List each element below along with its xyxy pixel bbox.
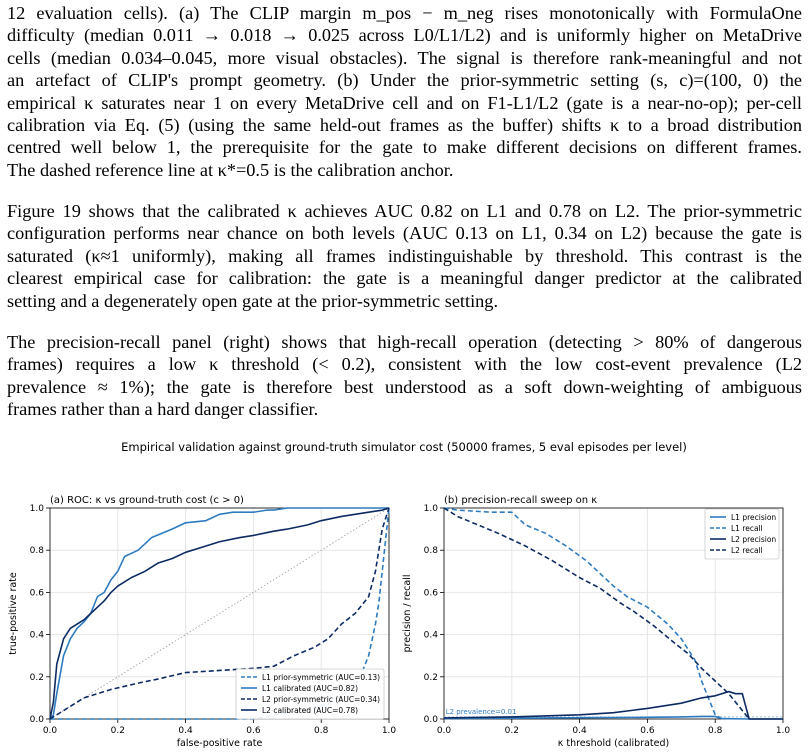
paragraph-1 bbox=[7, 2, 802, 181]
x-tick-label: 0.0 bbox=[436, 726, 452, 736]
figure-title: Empirical validation against ground-truth simulator cost (50000 frames, 5 eval episodes per level) bbox=[121, 440, 687, 454]
y-tick-label: 0.0 bbox=[423, 715, 438, 725]
text-line: saturated (κ≈1 uniformly), making all frames indistinguishable by threshold. This contrast is the bbox=[7, 245, 802, 266]
paragraph-2 bbox=[7, 200, 802, 312]
x-tick-label: 0.2 bbox=[504, 726, 519, 736]
text-line: centred well below 1, the prerequisite for the gate to make different decisions on different frames. bbox=[7, 137, 802, 158]
y-axis-label: precision / recall bbox=[402, 574, 413, 653]
x-tick-label: 0.0 bbox=[42, 726, 58, 736]
y-tick-label: 0.2 bbox=[29, 672, 44, 683]
text-line: 12 evaluation cells). (a) The CLIP margin m_pos − m_neg rises monotonically with FormulaOne bbox=[7, 3, 802, 23]
text-line: The dashed reference line at κ*=0.5 is the calibration anchor. bbox=[7, 159, 454, 180]
chart-title: (b) precision-recall sweep on κ bbox=[444, 495, 598, 506]
legend-label: L1 recall bbox=[731, 524, 763, 533]
legend-label: L1 calibrated (AUC=0.82) bbox=[262, 684, 359, 693]
x-axis-label: false-positive rate bbox=[176, 738, 263, 749]
legend-label: L2 calibrated (AUC=0.78) bbox=[262, 706, 359, 715]
text-line: prevalence ≈ 1%); the gate is therefore best understood as a soft down-weighting of ambiguous bbox=[7, 376, 802, 397]
text-line: Figure 19 shows that the calibrated κ achieves AUC 0.82 on L1 and 0.78 on L2. The prior-symmetric bbox=[7, 201, 802, 221]
y-tick-label: 0.4 bbox=[29, 630, 44, 641]
text-line: difficulty (median 0.011 → 0.018 → 0.025 across L0/L1/L2) and is uniformly higher on MetaDrive bbox=[7, 25, 802, 46]
x-tick-label: 0.2 bbox=[110, 726, 125, 736]
y-axis-label: true-positive rate bbox=[8, 572, 19, 655]
x-tick-label: 0.4 bbox=[178, 726, 193, 736]
text-line: configuration performs near chance on both levels (AUC 0.13 on L1, 0.34 on L2) because the gate is bbox=[7, 223, 802, 244]
x-tick-label: 0.8 bbox=[314, 726, 329, 736]
chart-title: (a) ROC: κ vs ground-truth cost (c > 0) bbox=[50, 495, 244, 506]
prevalence-annotation: L2 prevalence=0.01 bbox=[445, 707, 517, 716]
y-tick-label: 1.0 bbox=[423, 504, 438, 514]
series-line-l1-recall bbox=[444, 508, 722, 719]
y-tick-label: 0.2 bbox=[423, 672, 438, 683]
legend-label: L2 prior-symmetric (AUC=0.34) bbox=[262, 695, 381, 704]
text-line: clearest empirical case for calibration: the gate is a meaningful danger predictor at the calibrated bbox=[7, 268, 802, 289]
y-tick-label: 0.4 bbox=[423, 630, 438, 641]
precision-recall-chart bbox=[396, 480, 808, 756]
legend-label: L2 precision bbox=[731, 535, 777, 544]
y-tick-label: 0.6 bbox=[29, 588, 44, 599]
x-tick-label: 1.0 bbox=[381, 726, 397, 736]
legend-label: L1 precision bbox=[731, 513, 777, 522]
series-line-l2-recall bbox=[444, 508, 749, 719]
text-line: an artefact of CLIP's prompt geometry. (b) Under the prior-symmetric setting (s, c)=(100, 0) the bbox=[7, 70, 802, 91]
text-line: frames rather than a hard danger classifier. bbox=[7, 399, 319, 420]
x-tick-label: 1.0 bbox=[775, 726, 791, 736]
text-line: empirical κ saturates near 1 on every MetaDrive cell and on F1-L1/L2 (gate is a near-no-op); per-cell bbox=[7, 92, 802, 113]
y-tick-label: 1.0 bbox=[29, 504, 44, 514]
roc-chart bbox=[0, 480, 400, 756]
text-line: setting and a degenerately open gate at the prior-symmetric setting. bbox=[7, 290, 499, 311]
x-tick-label: 0.6 bbox=[640, 726, 655, 736]
text-line: The precision-recall panel (right) shows that high-recall operation (detecting > 80% of dangerous bbox=[7, 332, 802, 352]
x-tick-label: 0.6 bbox=[246, 726, 261, 736]
y-tick-label: 0.8 bbox=[423, 546, 438, 557]
text-line: cells (median 0.034–0.045, more visual obstacles). The signal is therefore rank-meaningful and not bbox=[7, 47, 802, 68]
x-axis-label: κ threshold (calibrated) bbox=[557, 738, 670, 749]
text-line: frames) requires a low κ threshold (< 0.2), consistent with the low cost-event prevalence (L2 bbox=[7, 354, 802, 375]
legend-label: L1 prior-symmetric (AUC=0.13) bbox=[262, 673, 381, 682]
paragraph-3 bbox=[7, 331, 802, 421]
y-tick-label: 0.0 bbox=[29, 715, 44, 725]
text-line: calibration via Eq. (5) (using the same held-out frames as the buffer) shifts κ to a broad distribution bbox=[7, 115, 802, 136]
legend-label: L2 recall bbox=[731, 546, 763, 555]
y-tick-label: 0.8 bbox=[29, 546, 44, 557]
y-tick-label: 0.6 bbox=[423, 588, 438, 599]
x-tick-label: 0.4 bbox=[572, 726, 587, 736]
x-tick-label: 0.8 bbox=[708, 726, 723, 736]
